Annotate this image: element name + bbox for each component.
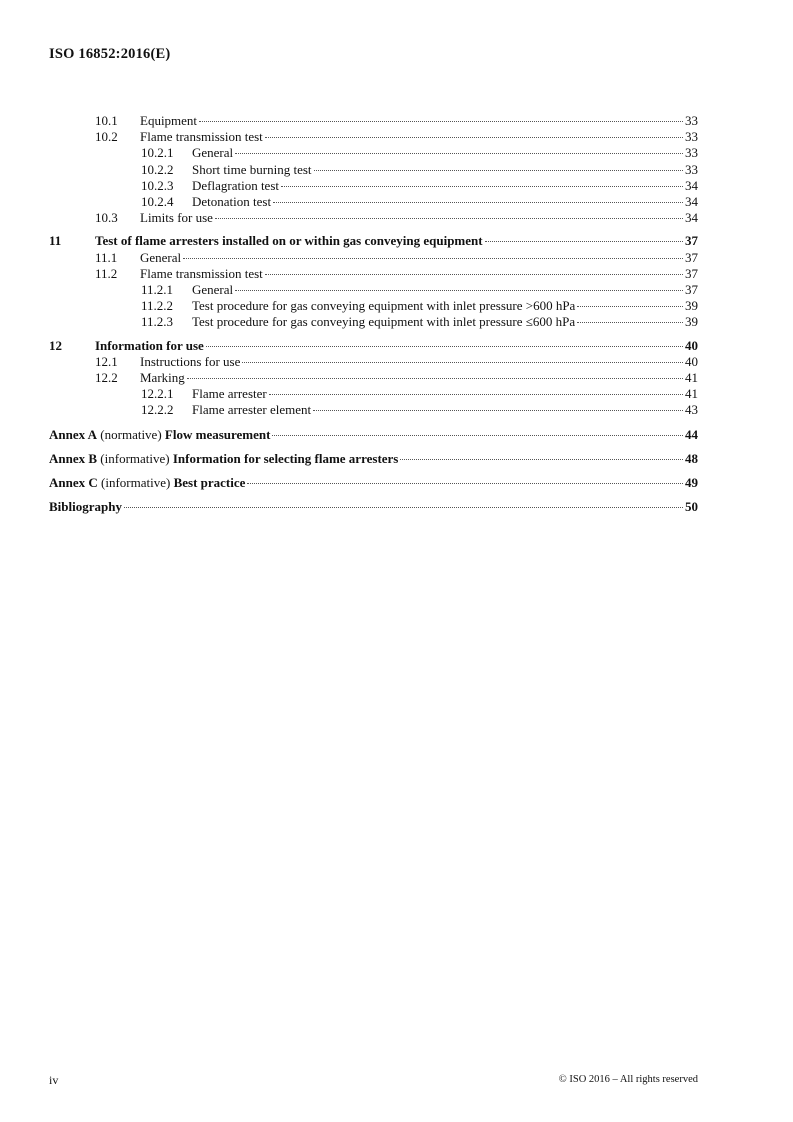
dot-leader	[235, 153, 683, 154]
dot-leader	[314, 170, 683, 171]
toc-number: 12.2.2	[141, 402, 174, 418]
toc-entry-annex-b[interactable]	[49, 451, 698, 467]
toc-number: 11	[49, 233, 62, 249]
dot-leader	[206, 346, 683, 347]
toc-title: Limits for use	[140, 210, 213, 226]
annex-prefix: Annex C	[49, 475, 98, 491]
annex-prefix: Annex B	[49, 450, 98, 466]
toc-title: Best practice	[173, 475, 246, 491]
toc-title: Test procedure for gas conveying equipment with inlet pressure >600 hPa	[192, 298, 576, 314]
dot-leader	[215, 218, 683, 219]
toc-title: General	[192, 145, 234, 161]
toc-entry-10-3[interactable]	[49, 210, 698, 226]
toc-page: 43	[685, 402, 698, 418]
toc-page: 44	[685, 426, 698, 442]
toc-number: 10.2.4	[141, 194, 174, 210]
toc-entry-11-2-3[interactable]	[49, 314, 698, 330]
toc-entry-10-2[interactable]	[49, 129, 698, 145]
toc-entry-10-1[interactable]	[49, 113, 698, 129]
toc-page: 34	[685, 210, 698, 226]
copyright-notice: © ISO 2016 – All rights reserved	[558, 1074, 698, 1085]
toc-entry-bibliography[interactable]	[49, 499, 698, 515]
toc-title: Bibliography	[49, 499, 122, 515]
dot-leader	[281, 186, 683, 187]
toc-number: 10.3	[95, 210, 118, 226]
toc-title: General	[192, 282, 234, 298]
toc-entry-11-2-1[interactable]	[49, 282, 698, 298]
toc-number: 10.2	[95, 129, 118, 145]
toc-entry-11-2[interactable]	[49, 266, 698, 282]
toc-number: 10.2.3	[141, 177, 174, 193]
toc-entry-12-1[interactable]	[49, 354, 698, 370]
annex-prefix: Annex A	[49, 426, 98, 442]
toc-entry-12-2-2[interactable]	[49, 402, 698, 418]
toc-title: Detonation test	[192, 194, 272, 210]
toc-number: 10.2.1	[141, 145, 174, 161]
dot-leader	[247, 483, 683, 484]
toc-page: 37	[685, 233, 698, 249]
dot-leader	[577, 306, 683, 307]
toc-title: Test of flame arresters installed on or within gas conveying equipment	[95, 233, 483, 249]
annex-type: (informative)	[100, 450, 170, 466]
toc-page: 48	[685, 450, 698, 466]
toc-entry-12-2-1[interactable]	[49, 386, 698, 402]
toc-number: 11.1	[95, 249, 118, 265]
toc-page: 41	[685, 370, 698, 386]
toc-page: 41	[685, 386, 698, 402]
dot-leader	[235, 290, 683, 291]
toc-page: 40	[685, 337, 698, 353]
toc-page: 37	[685, 249, 698, 265]
table-of-contents	[49, 113, 698, 515]
toc-number: 11.2.1	[141, 282, 174, 298]
toc-entry-annex-c[interactable]	[49, 475, 698, 491]
toc-title: Test procedure for gas conveying equipment with inlet pressure ≤600 hPa	[192, 314, 576, 330]
dot-leader	[400, 459, 683, 460]
toc-number: 12.2.1	[141, 386, 174, 402]
toc-entry-11[interactable]	[49, 233, 698, 249]
toc-number: 12.1	[95, 353, 118, 369]
document-id: ISO 16852:2016(E)	[49, 46, 171, 62]
annex-type: (normative)	[100, 426, 162, 442]
toc-page: 34	[685, 194, 698, 210]
toc-page: 33	[685, 145, 698, 161]
toc-title: Flame transmission test	[140, 129, 263, 145]
toc-page: 34	[685, 177, 698, 193]
toc-number: 11.2.3	[141, 314, 174, 330]
toc-page: 37	[685, 282, 698, 298]
toc-page: 37	[685, 265, 698, 281]
dot-leader	[124, 507, 683, 508]
toc-entry-10-2-3[interactable]	[49, 178, 698, 194]
page-number: iv	[49, 1073, 59, 1087]
toc-page: 33	[685, 129, 698, 145]
toc-page: 50	[685, 499, 698, 515]
dot-leader	[265, 137, 683, 138]
toc-title: Equipment	[140, 113, 198, 128]
toc-number: 12	[49, 337, 62, 353]
dot-leader	[187, 378, 683, 379]
dot-leader	[199, 121, 683, 122]
toc-number: 10.2.2	[141, 161, 174, 177]
dot-leader	[269, 394, 683, 395]
toc-page: 39	[685, 298, 698, 314]
toc-entry-annex-a[interactable]	[49, 427, 698, 443]
toc-page: 39	[685, 314, 698, 330]
toc-title: Flame transmission test	[140, 265, 263, 281]
dot-leader	[313, 410, 683, 411]
dot-leader	[273, 202, 683, 203]
toc-title: Information for use	[95, 337, 204, 353]
dot-leader	[272, 435, 683, 436]
toc-number: 11.2	[95, 265, 118, 281]
toc-page: 33	[685, 113, 698, 128]
dot-leader	[265, 274, 683, 275]
toc-entry-11-1[interactable]	[49, 250, 698, 266]
toc-title: Flame arrester element	[192, 402, 312, 418]
toc-entry-10-2-1[interactable]	[49, 145, 698, 161]
toc-entry-10-2-2[interactable]	[49, 162, 698, 178]
toc-title: Instructions for use	[140, 353, 241, 369]
toc-title: Marking	[140, 370, 185, 386]
toc-entry-12[interactable]	[49, 338, 698, 354]
toc-title: Deflagration test	[192, 177, 279, 193]
toc-number: 10.1	[95, 113, 118, 128]
toc-number: 11.2.2	[141, 298, 174, 314]
dot-leader	[577, 322, 683, 323]
toc-title: General	[140, 249, 182, 265]
toc-number: 12.2	[95, 370, 118, 386]
toc-entry-10-2-4[interactable]	[49, 194, 698, 210]
dot-leader	[242, 362, 683, 363]
toc-title: Flow measurement	[164, 426, 271, 442]
toc-entry-12-2[interactable]	[49, 370, 698, 386]
toc-page: 40	[685, 353, 698, 369]
toc-title: Short time burning test	[192, 161, 312, 177]
dot-leader	[485, 241, 683, 242]
annex-type: (informative)	[101, 475, 171, 491]
toc-title: Information for selecting flame arresters	[172, 450, 399, 466]
dot-leader	[183, 258, 683, 259]
toc-title: Flame arrester	[192, 386, 267, 402]
toc-entry-11-2-2[interactable]	[49, 298, 698, 314]
toc-page: 33	[685, 161, 698, 177]
toc-page: 49	[685, 475, 698, 491]
